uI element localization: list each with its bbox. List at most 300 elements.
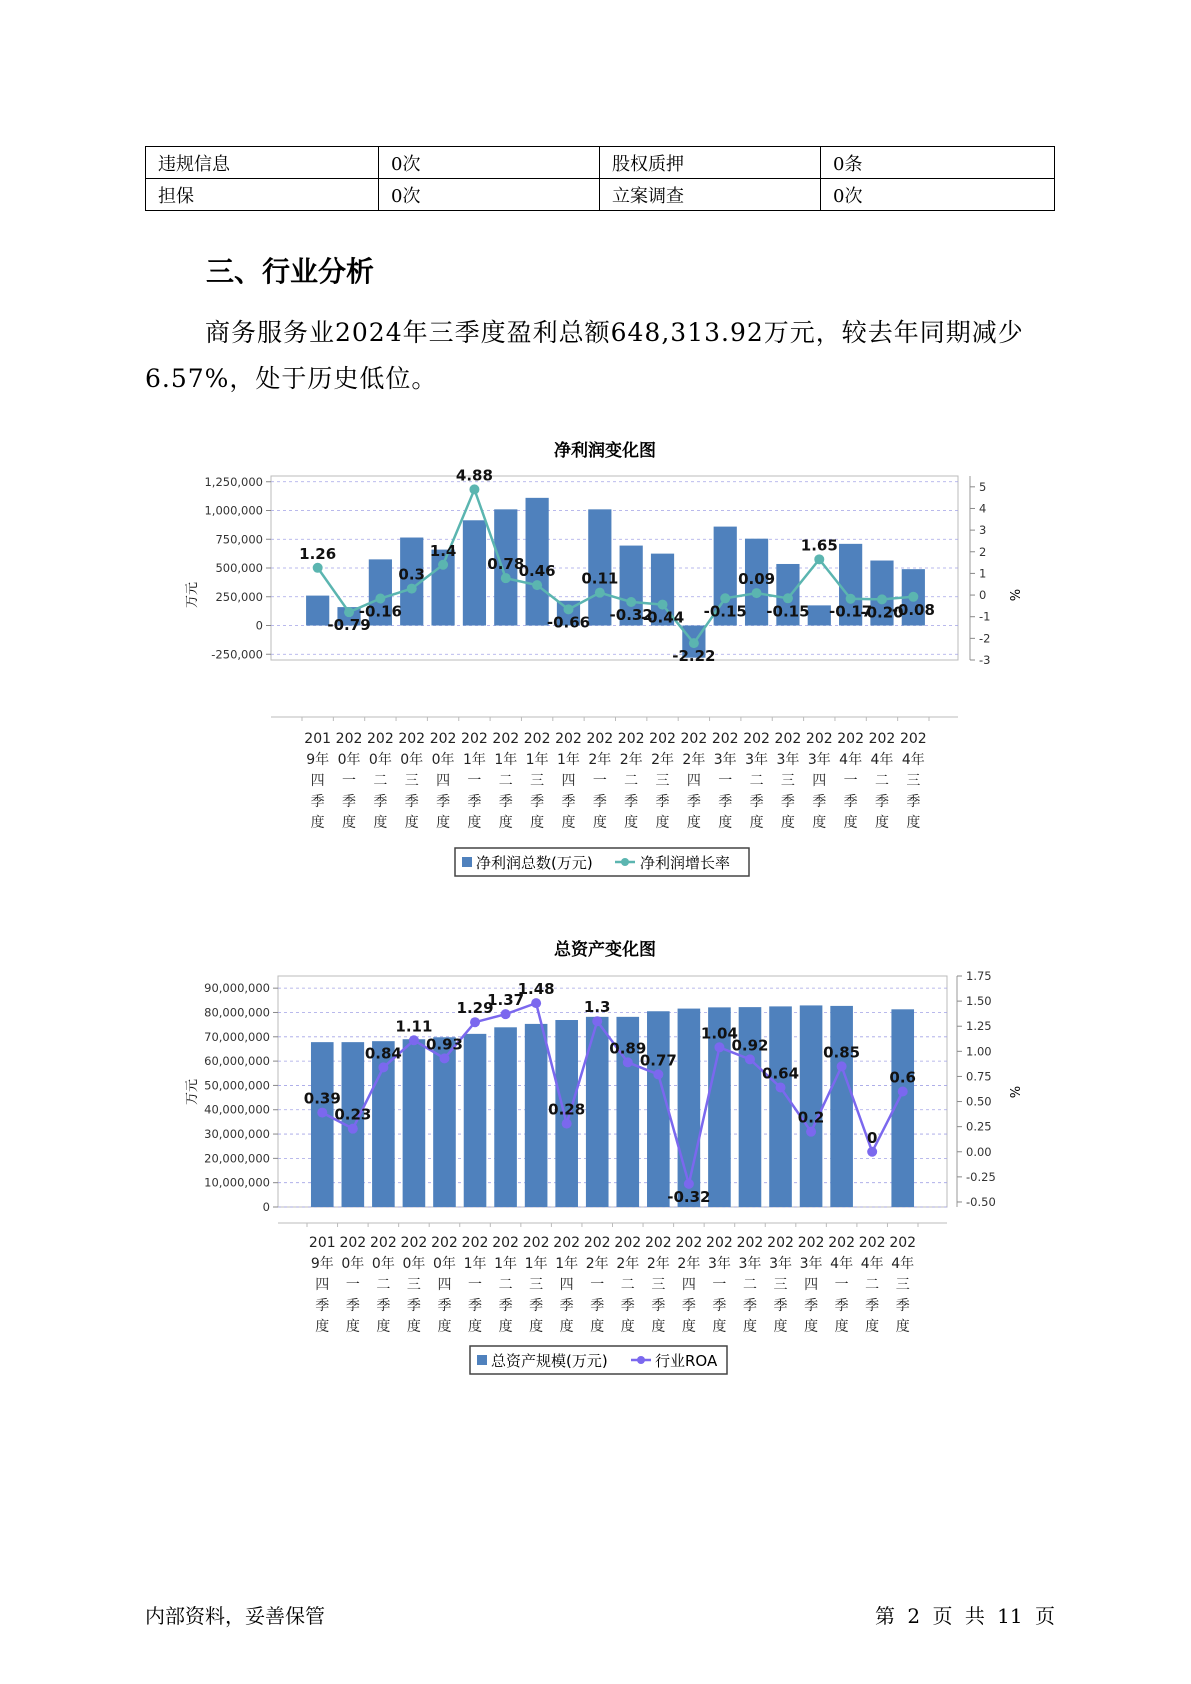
y-tick-label: 500,000 xyxy=(215,561,263,575)
x-tick-label: 季 xyxy=(865,1298,880,1314)
y2-axis-label: % xyxy=(1006,1085,1021,1099)
x-tick-label: 季 xyxy=(874,794,889,810)
x-tick-label: 2年 xyxy=(651,752,674,768)
x-tick-label: 202 xyxy=(461,731,488,747)
line-point xyxy=(313,563,323,573)
y-tick-label: 60,000,000 xyxy=(204,1054,270,1069)
x-tick-label: 季 xyxy=(812,794,827,810)
data-label: -0.66 xyxy=(546,613,591,632)
x-tick-label: 2年 xyxy=(588,752,612,768)
data-label: -0.16 xyxy=(358,602,402,621)
y-tick-label: 50,000,000 xyxy=(204,1078,270,1093)
footer-confidential-note: 内部资料，妥善保管 xyxy=(145,1604,325,1628)
x-tick-label: 1年 xyxy=(462,752,486,768)
x-tick-label: 度 xyxy=(436,815,451,831)
bar xyxy=(464,1034,487,1207)
x-tick-label: 4年 xyxy=(870,752,894,768)
x-tick-label: 度 xyxy=(315,1319,330,1335)
x-tick-label: 202 xyxy=(586,731,614,747)
bar xyxy=(769,1006,792,1207)
x-tick-label: 202 xyxy=(523,731,551,747)
y-tick-label: 0 xyxy=(255,618,263,633)
x-tick-label: 季 xyxy=(376,1298,391,1314)
x-tick-label: 一 xyxy=(342,773,357,789)
table-row xyxy=(146,147,1055,179)
x-tick-label: 一 xyxy=(592,773,607,789)
data-label: 0.92 xyxy=(731,1036,769,1055)
x-tick-label: 二 xyxy=(498,773,513,789)
data-label: 1.65 xyxy=(800,536,838,555)
x-tick-label: 2年 xyxy=(646,1256,670,1272)
x-tick-label: 一 xyxy=(468,1277,483,1293)
x-tick-label: 202 xyxy=(370,1235,397,1251)
bar xyxy=(797,1005,825,1207)
x-tick-label: 度 xyxy=(498,1319,513,1335)
x-tick-label: 4年 xyxy=(839,752,863,768)
x-tick-label: 度 xyxy=(651,1319,666,1335)
x-tick-label: 季 xyxy=(651,1298,666,1314)
y2-tick-label: 1.50 xyxy=(966,994,992,1009)
x-tick-label: 季 xyxy=(655,794,670,810)
x-tick-label: 202 xyxy=(680,731,708,747)
y-tick-label: 0 xyxy=(262,1200,270,1214)
x-tick-label: 度 xyxy=(406,1319,421,1335)
x-tick-label: 度 xyxy=(780,815,795,831)
x-tick-label: 202 xyxy=(367,731,394,747)
x-tick-label: 202 xyxy=(522,1235,550,1251)
legend-bar-swatch xyxy=(462,857,472,867)
x-tick-label: 3年 xyxy=(745,752,769,768)
x-tick-label: 2年 xyxy=(619,752,643,768)
x-tick-label: 202 xyxy=(614,1235,642,1251)
x-tick-label: 0年 xyxy=(371,1256,395,1272)
x-tick-label: 三 xyxy=(655,773,670,789)
x-tick-label: 季 xyxy=(773,1298,788,1314)
legend-bar-label: 净利润总数(万元) xyxy=(476,854,593,872)
x-tick-label: 度 xyxy=(592,815,607,831)
line-point xyxy=(531,998,541,1008)
x-tick-label: 三 xyxy=(773,1277,788,1293)
x-tick-label: 202 xyxy=(644,1235,672,1251)
x-tick-label: 1年 xyxy=(463,1256,487,1272)
y-tick-label: 1,250,000 xyxy=(204,474,263,489)
x-tick-label: 季 xyxy=(436,794,451,810)
data-label: -0.44 xyxy=(640,608,685,627)
x-tick-label: 202 xyxy=(868,731,896,747)
x-tick-label: 季 xyxy=(530,794,545,810)
line-point xyxy=(439,1053,449,1063)
data-label: 0 xyxy=(866,1128,878,1147)
x-tick-label: 一 xyxy=(712,1277,727,1293)
bar xyxy=(311,1042,334,1207)
data-label: 1.37 xyxy=(487,991,525,1010)
bar xyxy=(678,1009,701,1207)
data-label: -0.20 xyxy=(860,603,904,622)
x-tick-label: 4年 xyxy=(901,752,925,768)
line-point xyxy=(837,1061,847,1071)
x-tick-label: 季 xyxy=(345,1298,360,1314)
x-tick-label: 季 xyxy=(906,794,921,810)
x-tick-label: 202 xyxy=(431,1235,458,1251)
data-label: 1.04 xyxy=(700,1024,738,1043)
x-tick-label: 二 xyxy=(624,773,639,789)
x-tick-label: 季 xyxy=(498,794,513,810)
line-point xyxy=(714,1042,724,1052)
x-tick-label: 二 xyxy=(373,773,388,789)
legend-line-marker xyxy=(637,1356,645,1364)
x-tick-label: 三 xyxy=(406,1277,421,1293)
x-tick-label: 2年 xyxy=(677,1256,701,1272)
data-label: 0.28 xyxy=(548,1100,586,1119)
x-tick-label: 1年 xyxy=(557,752,580,768)
x-tick-label: 202 xyxy=(675,1235,703,1251)
line-point xyxy=(745,1054,755,1064)
x-tick-label: 1年 xyxy=(524,1256,548,1272)
x-tick-label: 季 xyxy=(681,1298,696,1314)
data-label: -0.32 xyxy=(667,1187,711,1206)
y2-tick-label: 0.25 xyxy=(966,1119,992,1134)
bar xyxy=(830,1006,853,1207)
y2-tick-label: 1 xyxy=(979,566,987,581)
data-label: 1.3 xyxy=(583,998,611,1017)
x-tick-label: 202 xyxy=(553,1235,581,1251)
x-tick-label: 二 xyxy=(865,1277,880,1293)
x-tick-label: 度 xyxy=(467,815,482,831)
line-point xyxy=(776,1082,786,1092)
x-tick-label: 一 xyxy=(590,1277,605,1293)
x-tick-label: 度 xyxy=(718,815,733,831)
x-tick-label: 三 xyxy=(529,1277,544,1293)
y-tick-label: 1,000,000 xyxy=(204,503,263,518)
x-tick-label: 四 xyxy=(804,1277,819,1293)
data-label: 0.84 xyxy=(364,1044,402,1063)
x-tick-label: 度 xyxy=(530,815,545,831)
data-label: 0.2 xyxy=(797,1108,825,1127)
x-tick-label: 四 xyxy=(561,773,576,789)
line-point xyxy=(898,1087,908,1097)
x-tick-label: 1年 xyxy=(555,1256,579,1272)
x-tick-label: 季 xyxy=(315,1298,330,1314)
x-tick-label: 季 xyxy=(686,794,701,810)
y2-tick-label: 4 xyxy=(979,501,987,516)
y-tick-label: 750,000 xyxy=(215,532,263,547)
data-label: 0.77 xyxy=(639,1051,677,1070)
x-tick-label: 3年 xyxy=(769,1256,792,1272)
x-tick-label: 季 xyxy=(620,1298,635,1314)
x-tick-label: 四 xyxy=(437,1277,452,1293)
x-tick-label: 9年 xyxy=(310,1256,334,1272)
data-label: 4.88 xyxy=(455,466,493,485)
table-cell: 0次 xyxy=(821,179,1055,211)
y2-tick-label: 0 xyxy=(979,588,987,603)
x-tick-label: 三 xyxy=(404,773,419,789)
legend-bar-swatch xyxy=(477,1355,487,1365)
y2-tick-label: 0.50 xyxy=(966,1094,992,1109)
x-tick-label: 三 xyxy=(530,773,545,789)
y2-tick-label: 3 xyxy=(979,523,987,538)
y-tick-label: 30,000,000 xyxy=(204,1127,270,1142)
x-tick-label: 4年 xyxy=(891,1256,915,1272)
line-point xyxy=(806,1127,816,1137)
x-tick-label: 2年 xyxy=(682,752,706,768)
x-tick-label: 季 xyxy=(749,794,764,810)
summary-paragraph: 商务服务业2024年三季度盈利总额648,313.92万元，较去年同期减少6.57%，处于历史低位。 xyxy=(145,318,1024,393)
x-tick-label: 度 xyxy=(310,815,325,831)
x-tick-label: 季 xyxy=(590,1298,605,1314)
bar xyxy=(647,1011,670,1207)
x-tick-label: 0年 xyxy=(431,752,455,768)
x-tick-label: 度 xyxy=(559,1319,574,1335)
section-title: 三、行业分析 xyxy=(206,255,375,288)
x-tick-label: 一 xyxy=(843,773,858,789)
x-tick-label: 202 xyxy=(736,1235,764,1251)
x-tick-label: 度 xyxy=(561,815,576,831)
x-tick-label: 度 xyxy=(895,1319,910,1335)
x-tick-label: 季 xyxy=(529,1298,544,1314)
line-point xyxy=(470,1017,480,1027)
x-tick-label: 季 xyxy=(718,794,733,810)
x-tick-label: 季 xyxy=(468,1298,483,1314)
x-tick-label: 季 xyxy=(310,794,325,810)
x-tick-label: 202 xyxy=(805,731,833,747)
x-tick-label: 3年 xyxy=(799,1256,823,1272)
x-tick-label: 度 xyxy=(345,1319,360,1335)
data-label: 0.89 xyxy=(609,1039,647,1058)
x-tick-label: 202 xyxy=(335,731,363,747)
data-label: 0.85 xyxy=(823,1043,861,1062)
x-tick-label: 度 xyxy=(773,1319,788,1335)
x-tick-label: 度 xyxy=(376,1319,391,1335)
data-label: 0.46 xyxy=(518,562,556,581)
line-point xyxy=(378,1062,388,1072)
table-cell: 担保 xyxy=(146,179,379,211)
bar xyxy=(808,605,831,625)
data-label: 0.3 xyxy=(398,565,426,584)
x-tick-label: 季 xyxy=(780,794,795,810)
x-tick-label: 三 xyxy=(895,1277,910,1293)
x-tick-label: 度 xyxy=(437,1319,452,1335)
x-tick-label: 2年 xyxy=(616,1256,640,1272)
x-tick-label: 度 xyxy=(686,815,701,831)
y2-tick-label: 5 xyxy=(979,479,987,494)
legend-line-marker xyxy=(621,858,629,866)
x-tick-label: 季 xyxy=(712,1298,727,1314)
y-tick-label: 40,000,000 xyxy=(204,1102,270,1117)
x-tick-label: 202 xyxy=(899,731,927,747)
x-tick-label: 二 xyxy=(498,1277,513,1293)
data-label: -0.79 xyxy=(327,616,371,635)
x-tick-label: 度 xyxy=(712,1319,727,1335)
y2-tick-label: -3 xyxy=(979,653,991,667)
x-tick-label: 季 xyxy=(498,1298,513,1314)
x-tick-label: 季 xyxy=(559,1298,574,1314)
x-tick-label: 季 xyxy=(742,1298,757,1314)
x-tick-label: 季 xyxy=(561,794,576,810)
bar xyxy=(494,1027,517,1207)
bar xyxy=(525,1024,548,1207)
y-tick-label: 250,000 xyxy=(215,589,263,604)
data-label: -2.22 xyxy=(672,647,716,666)
line-point xyxy=(867,1147,877,1157)
x-tick-label: 度 xyxy=(865,1319,880,1335)
data-label: 1.29 xyxy=(456,999,494,1018)
x-tick-label: 0年 xyxy=(337,752,361,768)
x-tick-label: 度 xyxy=(620,1319,635,1335)
table-row xyxy=(146,179,1055,211)
x-tick-label: 二 xyxy=(749,773,764,789)
x-tick-label: 0年 xyxy=(402,1256,426,1272)
y-tick-label: 90,000,000 xyxy=(204,981,270,996)
x-tick-label: 202 xyxy=(429,731,457,747)
data-label: 0.23 xyxy=(334,1105,372,1124)
data-label: 0.09 xyxy=(738,570,776,589)
data-label: 1.26 xyxy=(299,544,337,563)
x-tick-label: 202 xyxy=(889,1235,917,1251)
x-tick-label: 季 xyxy=(404,794,419,810)
x-tick-label: 1年 xyxy=(525,752,549,768)
x-tick-label: 202 xyxy=(711,731,739,747)
data-label: 1.48 xyxy=(517,980,555,999)
x-tick-label: 季 xyxy=(804,1298,819,1314)
data-label: -0.17 xyxy=(829,602,873,621)
x-tick-label: 三 xyxy=(906,773,921,789)
data-label: 0.11 xyxy=(581,569,619,588)
table-cell: 立案调查 xyxy=(600,179,821,211)
bar xyxy=(588,509,611,625)
x-tick-label: 季 xyxy=(467,794,482,810)
net-profit-chart-title: 净利润变化图 xyxy=(554,441,656,461)
total-assets-chart-title: 总资产变化图 xyxy=(554,940,656,960)
x-tick-label: 度 xyxy=(373,815,388,831)
legend-bar-label: 总资产规模(万元) xyxy=(491,1352,608,1370)
x-tick-label: 202 xyxy=(706,1235,733,1251)
y2-tick-label: 1.75 xyxy=(966,969,992,983)
x-tick-label: 202 xyxy=(398,731,426,747)
x-tick-label: 3年 xyxy=(707,1256,731,1272)
y-tick-label: 20,000,000 xyxy=(204,1151,270,1166)
table-cell: 0次 xyxy=(379,179,600,211)
x-tick-label: 4年 xyxy=(830,1256,854,1272)
x-tick-label: 3年 xyxy=(738,1256,762,1272)
x-tick-label: 度 xyxy=(529,1319,544,1335)
x-tick-label: 度 xyxy=(874,815,889,831)
x-tick-label: 度 xyxy=(590,1319,605,1335)
x-tick-label: 四 xyxy=(315,1277,330,1293)
x-tick-label: 202 xyxy=(583,1235,611,1251)
x-tick-label: 度 xyxy=(342,815,357,831)
x-tick-label: 三 xyxy=(780,773,795,789)
x-tick-label: 一 xyxy=(834,1277,849,1293)
x-tick-label: 度 xyxy=(498,815,513,831)
x-tick-label: 202 xyxy=(649,731,676,747)
data-label: -0.32 xyxy=(609,605,653,624)
x-tick-label: 度 xyxy=(468,1319,483,1335)
x-tick-label: 202 xyxy=(797,1235,825,1251)
x-tick-label: 0年 xyxy=(341,1256,365,1272)
x-tick-label: 二 xyxy=(874,773,889,789)
line-point xyxy=(814,554,824,564)
line-point xyxy=(532,580,542,590)
data-label: 0.78 xyxy=(487,555,525,574)
x-tick-label: 202 xyxy=(837,731,864,747)
x-tick-label: 3年 xyxy=(713,752,737,768)
y-tick-label: -250,000 xyxy=(211,647,263,662)
legend-line-label: 净利润增长率 xyxy=(640,854,731,872)
footer-page-number: 第 2 页 共 11 页 xyxy=(875,1604,1055,1628)
x-tick-label: 季 xyxy=(843,794,858,810)
table-cell: 0条 xyxy=(821,147,1055,179)
x-tick-label: 一 xyxy=(467,773,482,789)
chart-legend xyxy=(470,1346,727,1374)
x-tick-label: 度 xyxy=(834,1319,849,1335)
y2-axis-label: % xyxy=(1006,588,1021,602)
x-tick-label: 202 xyxy=(339,1235,367,1251)
x-tick-label: 度 xyxy=(404,815,419,831)
data-label: 1.4 xyxy=(429,541,457,560)
x-tick-label: 度 xyxy=(906,815,921,831)
x-tick-label: 一 xyxy=(345,1277,360,1293)
x-tick-label: 度 xyxy=(812,815,827,831)
x-tick-label: 0年 xyxy=(433,1256,456,1272)
x-tick-label: 四 xyxy=(436,773,451,789)
y2-tick-label: 1.25 xyxy=(966,1019,992,1034)
x-tick-label: 1年 xyxy=(494,752,518,768)
x-tick-label: 二 xyxy=(376,1277,391,1293)
x-tick-label: 2年 xyxy=(585,1256,609,1272)
x-tick-label: 季 xyxy=(406,1298,421,1314)
line-point xyxy=(348,1124,358,1134)
line-point xyxy=(653,1069,663,1079)
total-assets-chart xyxy=(0,960,1191,1380)
info-table xyxy=(145,146,1055,211)
y2-tick-label: -2 xyxy=(979,631,991,646)
y2-tick-label: 0.75 xyxy=(966,1069,992,1084)
table-cell: 违规信息 xyxy=(146,147,379,179)
x-tick-label: 202 xyxy=(555,731,582,747)
line-point xyxy=(592,1016,602,1026)
x-tick-label: 度 xyxy=(655,815,670,831)
line-point xyxy=(752,588,762,598)
table-cell: 股权质押 xyxy=(600,147,821,179)
line-point xyxy=(501,573,511,583)
x-tick-label: 季 xyxy=(373,794,388,810)
x-tick-label: 度 xyxy=(749,815,764,831)
y2-tick-label: -0.50 xyxy=(966,1194,996,1209)
x-tick-label: 1年 xyxy=(494,1256,518,1272)
x-tick-label: 季 xyxy=(895,1298,910,1314)
x-tick-label: 季 xyxy=(437,1298,452,1314)
x-tick-label: 度 xyxy=(742,1319,757,1335)
x-tick-label: 202 xyxy=(828,1235,855,1251)
x-tick-label: 一 xyxy=(718,773,733,789)
x-tick-label: 0年 xyxy=(368,752,392,768)
x-tick-label: 季 xyxy=(342,794,357,810)
x-tick-label: 季 xyxy=(834,1298,849,1314)
line-point xyxy=(623,1057,633,1067)
y-axis-label: 万元 xyxy=(185,1078,200,1106)
x-tick-label: 3年 xyxy=(776,752,800,768)
data-label: 1.11 xyxy=(395,1017,433,1036)
line-point xyxy=(317,1108,327,1118)
net-profit-chart xyxy=(0,460,1191,880)
line-point xyxy=(407,584,417,594)
x-tick-label: 202 xyxy=(492,731,520,747)
y-tick-label: 10,000,000 xyxy=(204,1175,270,1190)
x-tick-label: 三 xyxy=(651,1277,666,1293)
line-point xyxy=(438,560,448,570)
data-label: 0.64 xyxy=(762,1064,800,1083)
x-tick-label: 201 xyxy=(308,1235,336,1251)
